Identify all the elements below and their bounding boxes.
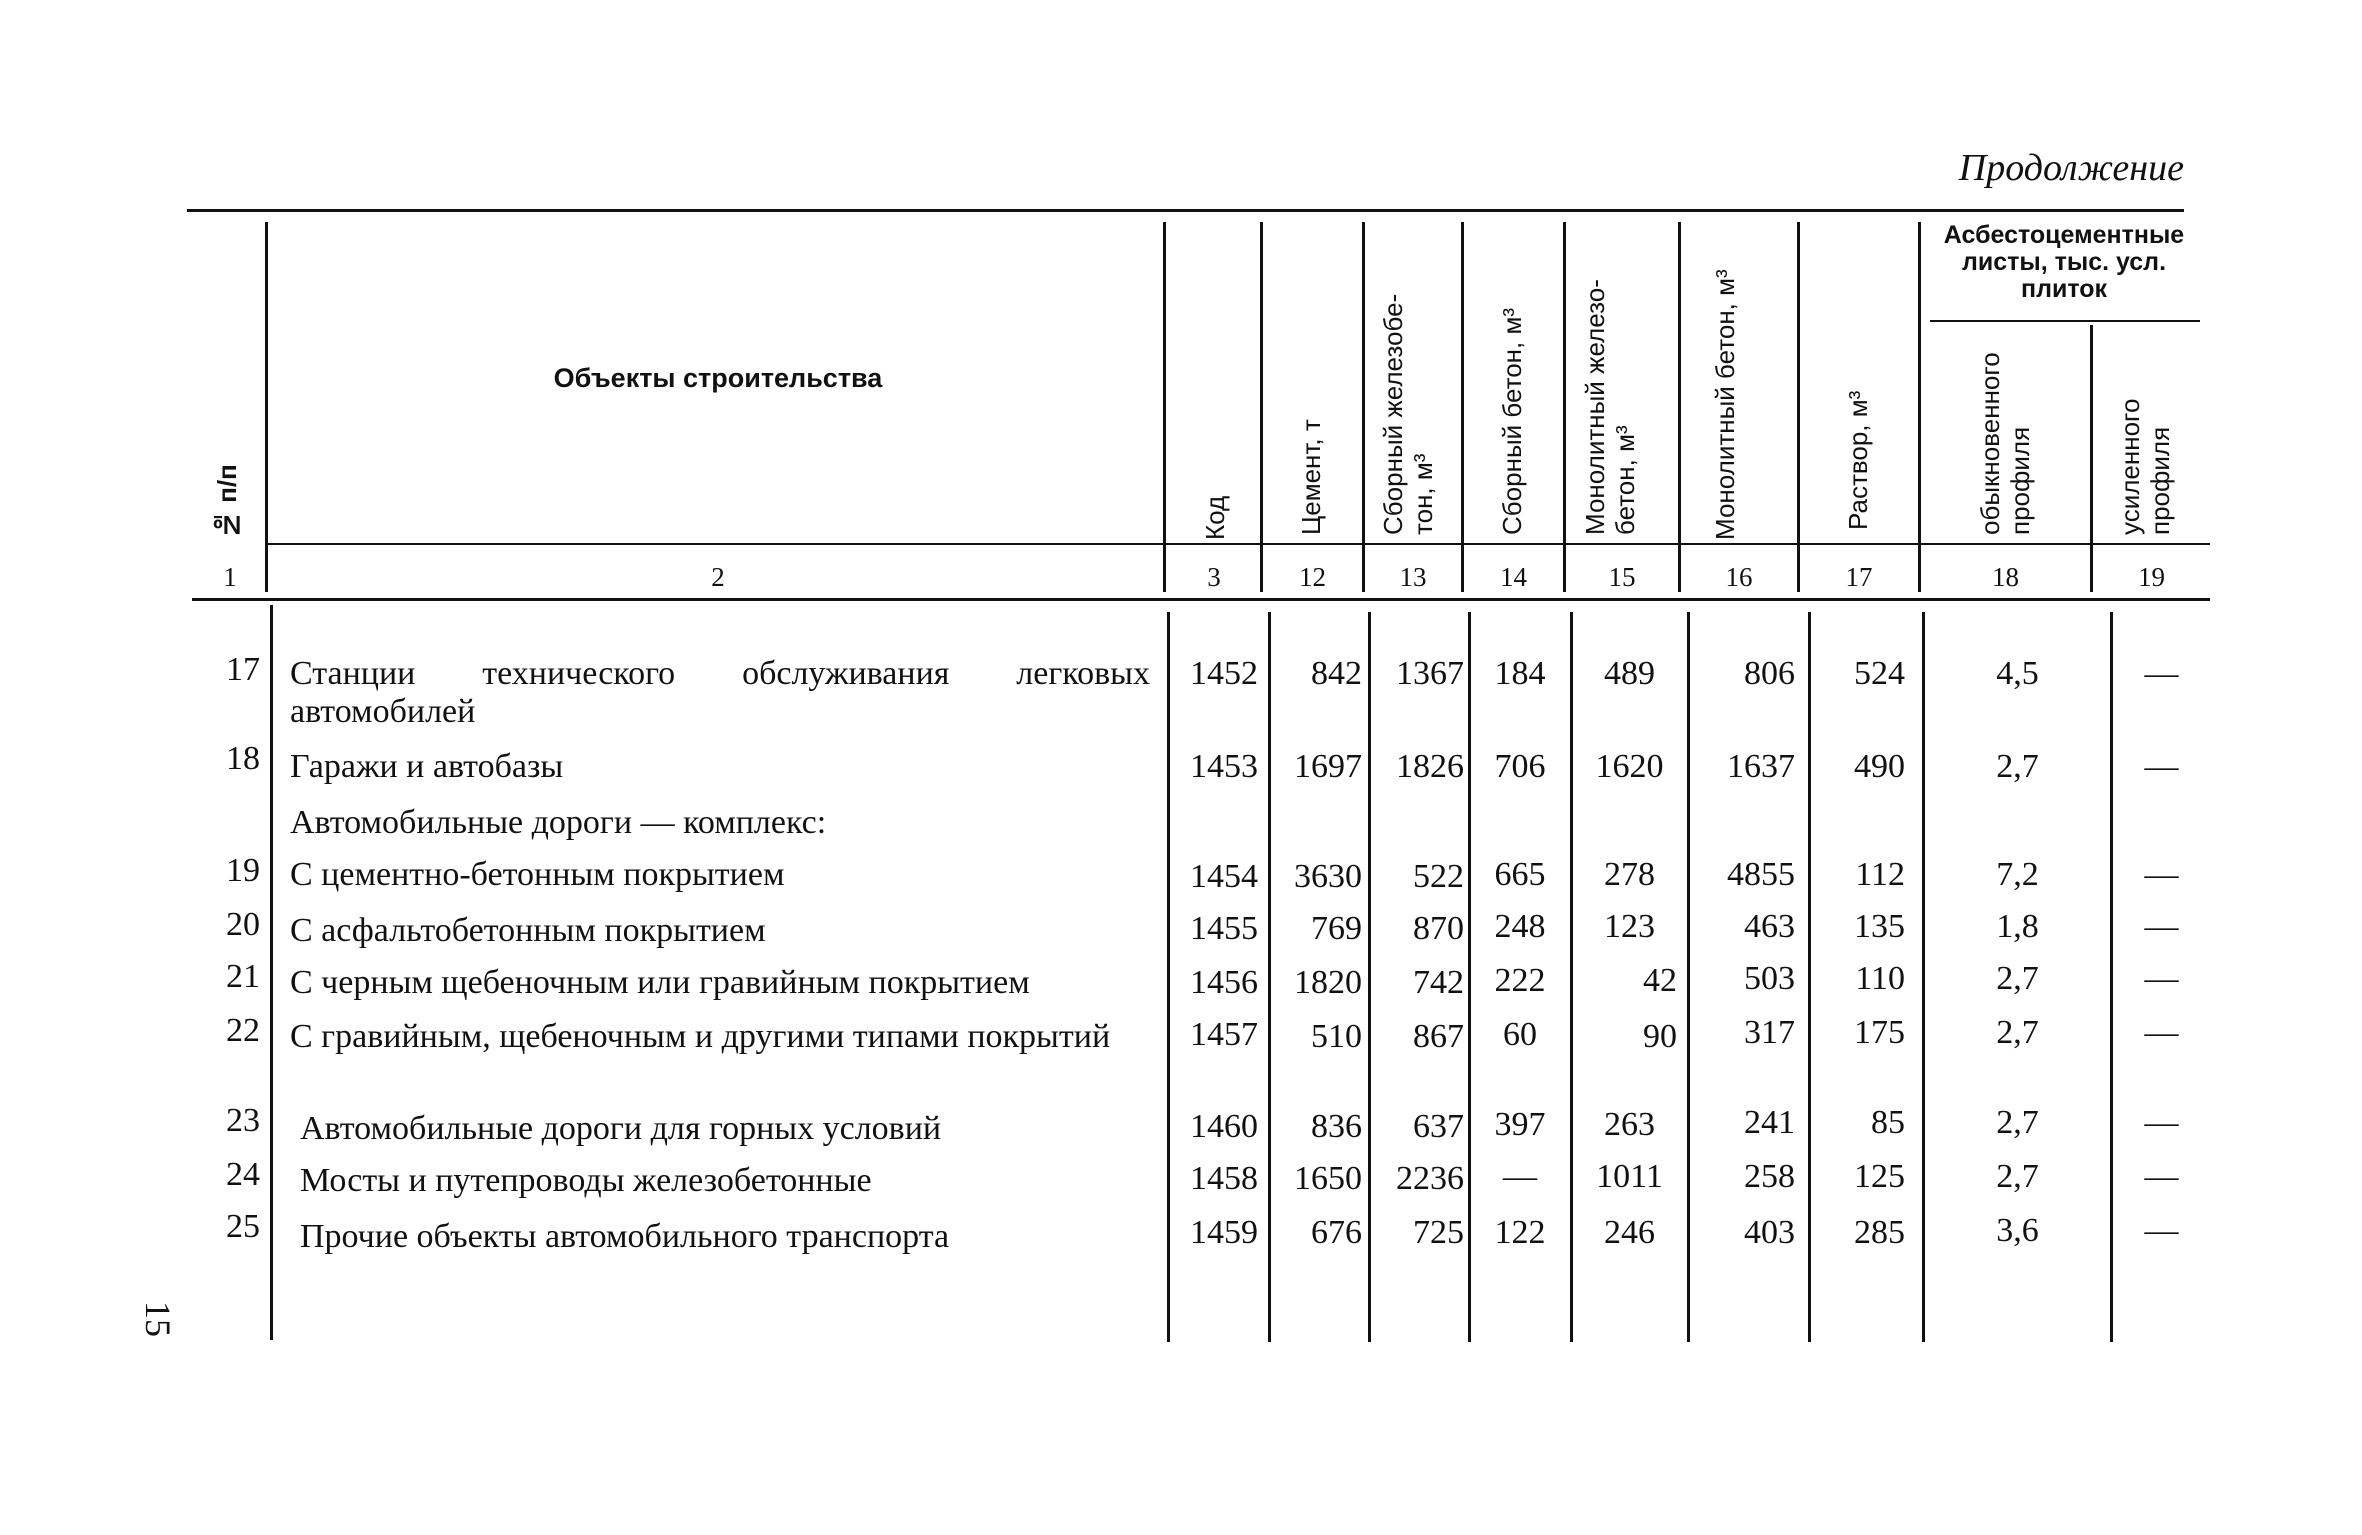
cell-mortar: 112 [1855,856,1905,893]
row-name: С цементно-бетонным покрытием [290,856,785,893]
cell-ordinary: 3,6 [1996,1212,2039,1249]
cell-cement: 3630 [1294,858,1362,895]
hdr-vline [1461,222,1464,592]
hdr-vline [1260,222,1263,592]
cell-reinforced: — [2144,1158,2179,1195]
hdr-vline [1797,222,1800,592]
cell-code: 1460 [1190,1108,1258,1145]
cell-monolithic-rc: 42 [1643,962,1677,999]
header-monolithic-rc: Монолитный железо-бетон, м³ [1580,279,1640,535]
cell-monolithic-rc: 246 [1604,1214,1655,1251]
cell-cement: 1697 [1294,748,1362,785]
row-number: 24 [226,1156,260,1193]
cell-precast-rc: 870 [1413,910,1464,947]
table-top-rule [187,209,2184,212]
header-code: Код [1200,495,1230,540]
header-precast-rc: Сборный железобе-тон, м³ [1378,293,1438,535]
cell-precast-concrete: 184 [1494,655,1546,692]
header-mortar: Раствор, м³ [1843,390,1873,530]
header-no: № п/п [212,464,242,540]
cell-monolithic-rc: 263 [1604,1106,1655,1143]
hdr-vline [1678,222,1681,592]
cell-precast-rc: 522 [1413,858,1464,895]
row-name: Автомобильные дороги для горных условий [300,1110,942,1147]
header-objects: Объекты строительства [553,363,883,393]
body-vline [270,605,273,1340]
colnum: 1 [223,562,237,592]
cell-reinforced: — [2144,1212,2179,1249]
row-number: 20 [226,906,260,943]
cell-precast-concrete: 222 [1494,962,1546,999]
header-bottom-rule-left [268,543,2158,545]
cell-precast-concrete: 60 [1503,1016,1537,1053]
cell-precast-concrete: 248 [1494,908,1546,945]
row-number: 22 [226,1012,260,1049]
continuation-label: Продолжение [1958,147,2184,189]
hdr-vline [1563,222,1566,592]
cell-precast-rc: 1826 [1396,748,1464,785]
row-number: 18 [226,740,260,777]
row-number: 21 [226,958,260,995]
header-asbestos-group: Асбестоцементные листы, тыс. усл. плиток [1943,221,2185,303]
header-reinforced-profile: усиленного профиля [2115,398,2175,535]
row-name: Гаражи и автобазы [290,748,564,785]
row-name: Мосты и путепроводы железобетонные [300,1162,872,1199]
row-name: С асфальтобетонным покрытием [290,912,766,949]
cell-monolithic-rc: 123 [1604,908,1655,945]
cell-precast-rc: 637 [1413,1108,1464,1145]
colnum: 19 [2138,562,2165,592]
cell-cement: 836 [1311,1108,1362,1145]
cell-ordinary: 7,2 [1996,856,2039,893]
cell-mortar: 135 [1854,908,1905,945]
cell-reinforced: — [2144,960,2179,997]
cell-code: 1453 [1190,748,1258,785]
cell-mortar: 125 [1854,1158,1905,1195]
cell-precast-concrete: 122 [1494,1214,1546,1251]
cell-mortar: 490 [1854,748,1905,785]
cell-cement: 1820 [1294,964,1362,1001]
cell-ordinary: 2,7 [1996,1014,2039,1051]
colnum: 14 [1500,562,1527,592]
cell-mortar: 524 [1854,655,1905,692]
colnum: 13 [1399,562,1427,592]
cell-ordinary: 2,7 [1996,1158,2039,1195]
header-cement: Цемент, т [1296,419,1326,535]
cell-monolithic-concrete: 806 [1744,655,1795,692]
cell-precast-rc: 867 [1413,1018,1464,1055]
cell-monolithic-concrete: 463 [1744,908,1795,945]
cell-reinforced: — [2144,1104,2179,1141]
cell-monolithic-concrete: 4855 [1727,856,1795,893]
cell-reinforced: — [2144,856,2179,893]
cell-precast-concrete: 665 [1494,856,1546,893]
cell-code: 1455 [1190,910,1258,947]
row-name: С черным щебеночным или гравийным покрытием [290,964,1030,1001]
cell-monolithic-concrete: 403 [1744,1214,1795,1251]
header-bottom-rule-right [1918,543,2210,545]
cell-code: 1457 [1190,1016,1258,1053]
cell-precast-concrete: 397 [1494,1106,1546,1143]
cell-code: 1459 [1190,1214,1258,1251]
cell-code: 1452 [1190,655,1258,692]
cell-monolithic-concrete: 1637 [1727,748,1795,785]
cell-ordinary: 2,7 [1996,960,2039,997]
cell-code: 1458 [1190,1160,1258,1197]
cell-reinforced: — [2144,908,2179,945]
cell-monolithic-concrete: 241 [1744,1104,1795,1141]
cell-mortar: 175 [1854,1014,1905,1051]
header-monolithic-concrete: Монолитный бетон, м³ [1710,269,1740,540]
colnum: 17 [1845,562,1873,592]
colnum: 3 [1207,562,1221,592]
cell-code: 1456 [1190,964,1258,1001]
cell-mortar: 85 [1871,1104,1905,1141]
cell-precast-concrete: 706 [1494,748,1546,785]
row-number: 19 [226,852,260,889]
cell-precast-rc: 2236 [1396,1160,1464,1197]
row-number: 25 [226,1208,260,1245]
colnum: 2 [711,562,725,592]
cell-precast-rc: 742 [1413,964,1464,1001]
cell-monolithic-rc: 489 [1604,655,1655,692]
cell-reinforced: — [2144,1014,2179,1051]
asbestos-group-rule [1930,320,2200,322]
cell-monolithic-rc: 90 [1643,1018,1677,1055]
hdr-vline [2090,325,2093,592]
cell-monolithic-rc: 1011 [1596,1158,1663,1195]
cell-ordinary: 1,8 [1996,908,2039,945]
body-top-rule [192,598,2210,601]
row-name: Прочие объекты автомобильного транспорта [300,1218,950,1255]
cell-mortar: 285 [1854,1214,1905,1251]
cell-monolithic-concrete: 503 [1744,960,1795,997]
cell-mortar: 110 [1855,960,1905,997]
cell-monolithic-concrete: 258 [1744,1158,1795,1195]
cell-ordinary: 2,7 [1996,748,2039,785]
row-number: 23 [226,1102,260,1139]
row-name: С гравийным, щебеночным и другими типами покрытий [290,1018,1111,1055]
cell-cement: 1650 [1294,1160,1362,1197]
header-precast-concrete: Сборный бетон, м³ [1497,308,1527,535]
colnum: 18 [1992,562,2019,592]
cell-precast-concrete: — [1503,1158,1537,1195]
cell-precast-rc: 1367 [1396,655,1464,692]
cell-cement: 769 [1311,910,1362,947]
cell-code: 1454 [1190,858,1258,895]
row-name: Станции технического обслуживания легковых автомобилей [290,655,1150,730]
hdr-vline [265,222,268,592]
section-heading: Автомобильные дороги — комплекс: [290,804,827,841]
cell-cement: 510 [1311,1018,1362,1055]
cell-precast-rc: 725 [1413,1214,1464,1251]
cell-monolithic-rc: 1620 [1595,748,1664,785]
colnum: 16 [1725,562,1753,592]
header-ordinary-profile: обыкновенного профиля [1975,352,2035,535]
cell-reinforced: — [2144,748,2179,785]
colnum: 12 [1299,562,1326,592]
cell-ordinary: 4,5 [1996,655,2039,692]
cell-monolithic-rc: 278 [1604,856,1655,893]
hdr-vline [1362,222,1365,592]
row-number: 17 [226,651,260,688]
hdr-vline [1163,222,1166,592]
cell-monolithic-concrete: 317 [1744,1014,1795,1051]
cell-cement: 676 [1311,1214,1362,1251]
colnum: 15 [1608,562,1636,592]
page-number: 15 [138,1301,178,1337]
cell-ordinary: 2,7 [1996,1104,2039,1141]
cell-reinforced: — [2144,655,2179,692]
cell-cement: 842 [1311,655,1362,692]
